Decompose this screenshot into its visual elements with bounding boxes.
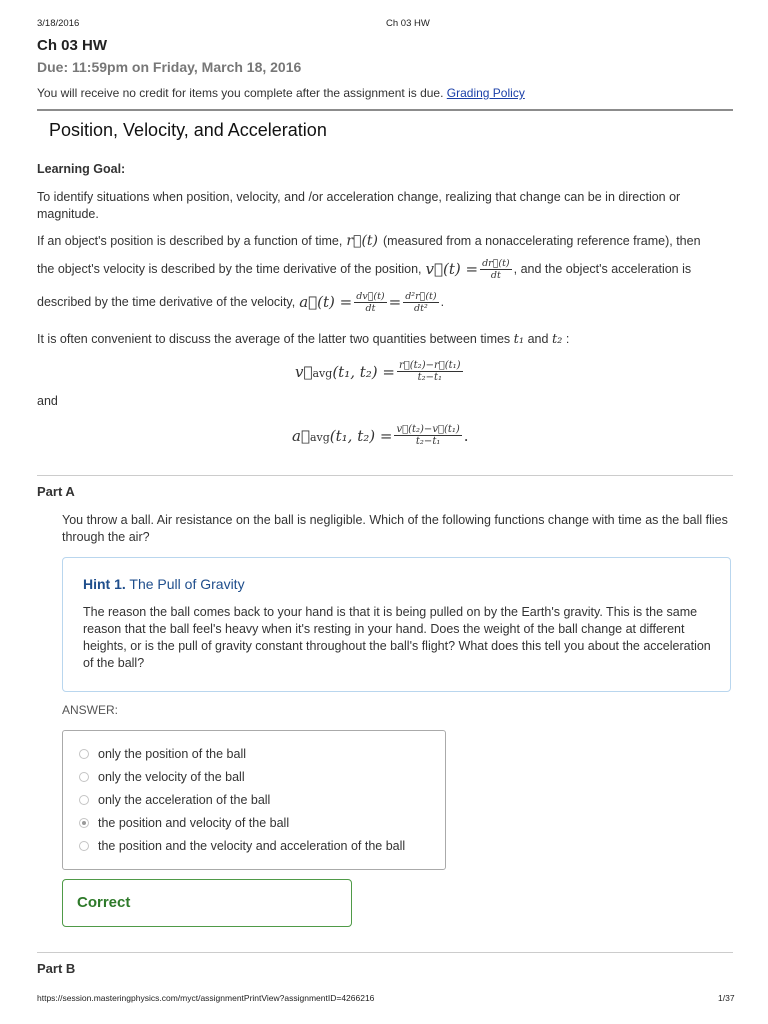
header-divider: [37, 109, 733, 111]
learning-goal-label: Learning Goal:: [37, 162, 126, 176]
print-page-number: 1/37: [718, 993, 735, 1003]
credit-notice: [37, 86, 525, 100]
answer-option-label: the position and the velocity and acceleration of the ball: [98, 839, 406, 853]
intro-text: (measured from a nonaccelerating reference frame), then: [383, 234, 701, 248]
intro-line-2: [37, 254, 691, 284]
answer-option-label: only the position of the ball: [98, 747, 247, 761]
print-title: Ch 03 HW: [386, 18, 430, 29]
radio-button[interactable]: [79, 749, 89, 759]
intro-text: If an object's position is described by a function of time,: [37, 234, 343, 248]
acceleration-math: a⃗(t) =: [299, 293, 353, 311]
velocity-derivative-fraction: $\frac{dr⃗(t)}{dt}$: [482, 257, 510, 281]
answer-option-label: only the acceleration of the ball: [98, 793, 271, 807]
result-text: Correct: [77, 894, 131, 911]
answer-option-label: only the velocity of the ball: [98, 770, 245, 784]
velocity-math: v⃗(t) =: [425, 260, 479, 278]
acceleration-second-derivative-fraction: $\frac{\text{d²r⃗(t)}}{\text{dt²}}$: [405, 290, 437, 314]
average-text: It is often convenient to discuss the average of the latter two quantities between times t₁ and t₂ :: [37, 332, 570, 347]
answer-option[interactable]: [79, 770, 245, 784]
average-acceleration-equation: a⃗avg(t₁, t₂) = $\frac{\text{v⃗(t₂)−v⃗(t₁)}}{\text{t₂−t₁}}$ .: [292, 424, 469, 447]
intro-line-3: described by the time derivative of the velocity, a⃗(t) = $\frac{dv⃗(t)}{dt}$ = $\frac{\text{d²r⃗(t)}}{\text{dt²}}$ .: [37, 290, 445, 314]
grading-policy-link[interactable]: Grading Policy: [446, 86, 525, 100]
answer-option-label: the position and velocity of the ball: [98, 816, 290, 830]
answer-option-selected[interactable]: [79, 816, 289, 830]
intro-line-1: [37, 232, 701, 250]
t2-math: t₂: [551, 332, 563, 347]
answer-label: ANSWER:: [62, 703, 119, 717]
hint-text: The reason the ball comes back to your hand is that it is being pulled on by the Earth's gravity. This is the same reason that the ball feel's heavy when it's resting in your hand. Does the weight of the ball change at different heights, or is the pull of gravity constant throughout the ball's flight? What does this tell you about the acceleration of the ball?: [83, 605, 711, 670]
radio-button[interactable]: [79, 772, 89, 782]
average-acceleration-fraction: $\frac{\text{v⃗(t₂)−v⃗(t₁)}}{\text{t₂−t₁}}$: [396, 424, 460, 447]
intro-text: , and the object's acceleration is: [513, 262, 692, 276]
part-a-title: Part A: [37, 484, 75, 499]
print-url: https://session.masteringphysics.com/myct/assignmentPrintView?assignmentID=4266216: [37, 993, 375, 1003]
acceleration-derivative-fraction: $\frac{dv⃗(t)}{dt}$: [356, 290, 385, 314]
assignment-title: Ch 03 HW: [37, 37, 108, 54]
position-function-math: r⃗(t): [346, 233, 378, 249]
radio-button[interactable]: [79, 795, 89, 805]
radio-button[interactable]: [79, 841, 89, 851]
average-velocity-equation: v⃗avg(t₁, t₂) = $\frac{\text{r⃗(t₂)−r⃗(t₁)}}{\text{t₂−t₁}}$: [295, 360, 461, 383]
part-a-question: You throw a ball. Air resistance on the ball is negligible. Which of the following functions change with time as the ball flies through the air?: [62, 513, 728, 544]
credit-notice-text: You will receive no credit for items you complete after the assignment is due.: [37, 86, 444, 100]
print-date: 3/18/2016: [37, 18, 80, 29]
hint-title-text: The Pull of Gravity: [129, 576, 245, 592]
due-date: Due: 11:59pm on Friday, March 18, 2016: [37, 59, 302, 75]
item-title: Position, Velocity, and Acceleration: [49, 120, 327, 140]
radio-button-selected[interactable]: [79, 818, 89, 828]
hint-number: Hint 1.: [83, 576, 126, 592]
average-velocity-fraction: $\frac{\text{r⃗(t₂)−r⃗(t₁)}}{\text{t₂−t₁}}$: [398, 360, 461, 383]
and-word: and: [527, 332, 549, 346]
answer-option[interactable]: [79, 747, 246, 761]
intro-text: the object's velocity is described by the time derivative of the position,: [37, 262, 422, 276]
intro-text: described by the time derivative of the velocity,: [37, 295, 296, 309]
answer-option[interactable]: [79, 839, 405, 853]
hint-title[interactable]: [83, 576, 245, 592]
and-label: and: [37, 394, 58, 408]
answer-option[interactable]: [79, 793, 270, 807]
t1-math: t₁: [513, 332, 525, 347]
part-a-divider: [37, 475, 733, 476]
average-text-body: It is often convenient to discuss the average of the latter two quantities between times: [37, 332, 511, 346]
part-b-title: Part B: [37, 961, 76, 976]
part-b-divider: [37, 952, 733, 953]
learning-goal-text: To identify situations when position, velocity, and /or acceleration change, realizing that change can be in direction or magnitude.: [37, 190, 681, 221]
